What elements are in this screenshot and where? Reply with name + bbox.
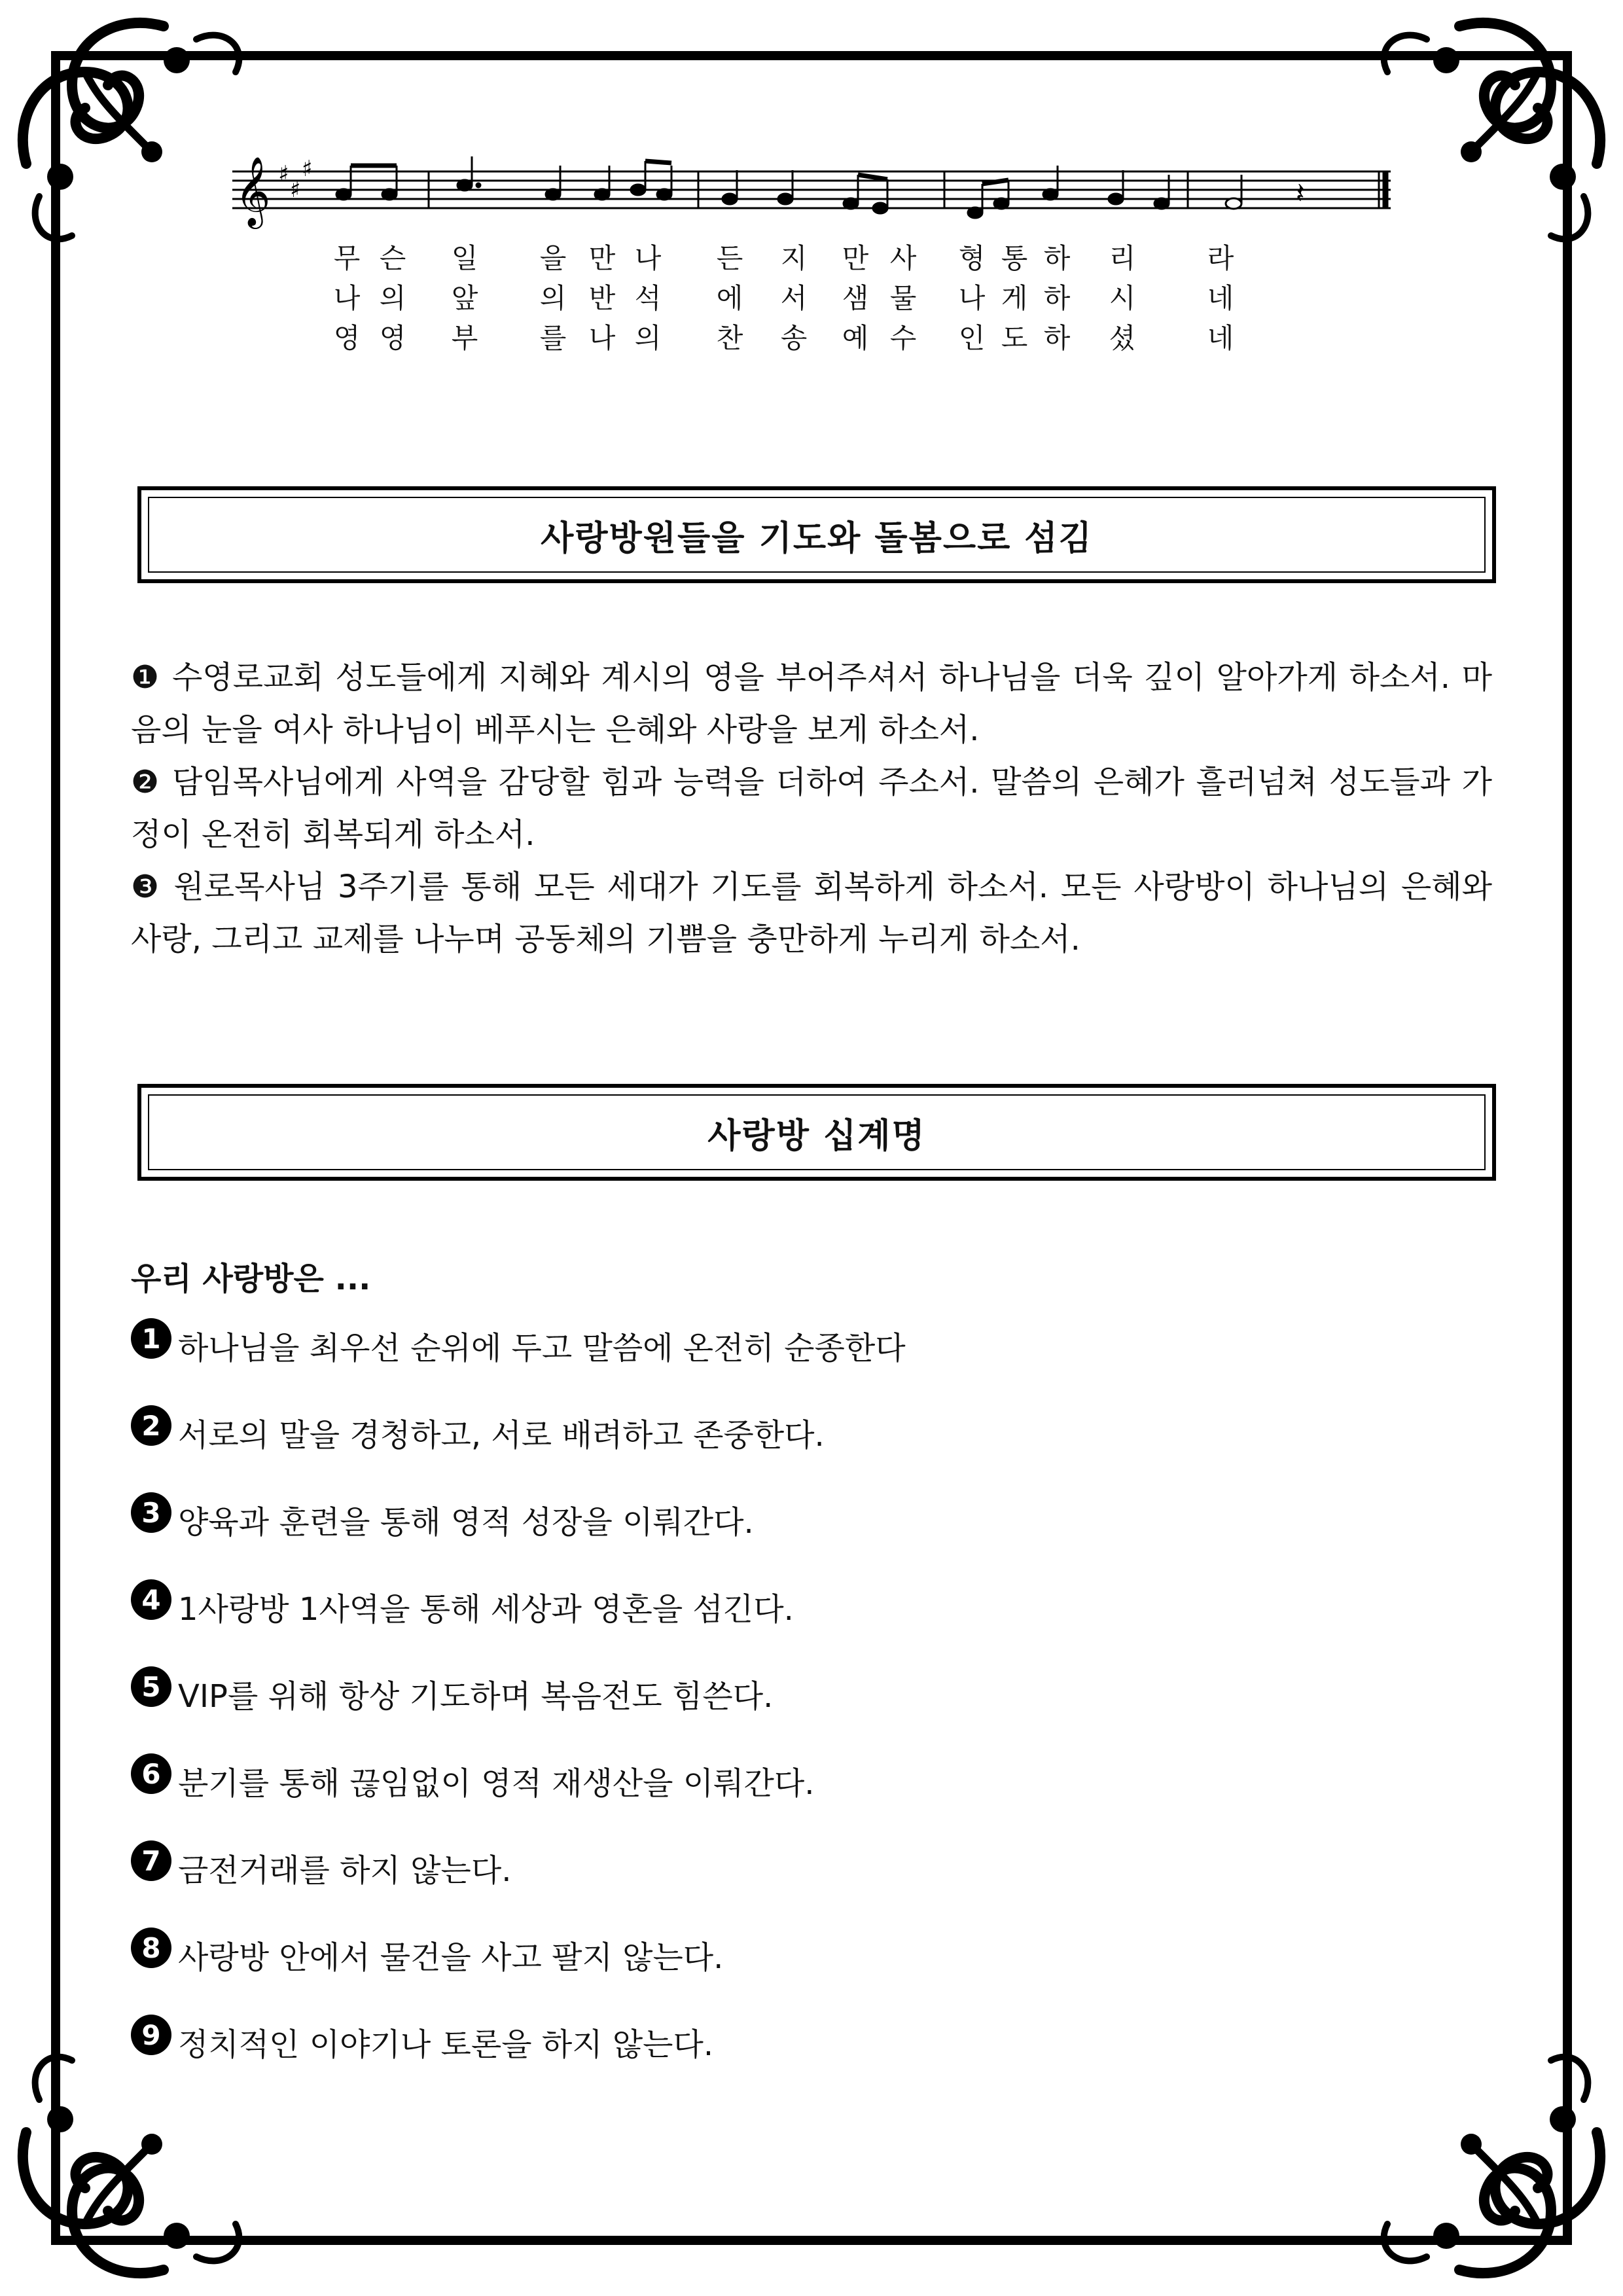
lyric-syllable: 송 [780,322,808,354]
number-badge-icon: 4 [131,1579,171,1620]
lyric-syllable: 석 [634,282,662,314]
creed-item-2 [131,1409,825,1455]
creed-item-7 [131,1844,511,1890]
lyric-syllable: 부 [451,322,478,354]
lyric-syllable: 의 [539,282,567,314]
creed-item-4 [131,1583,794,1629]
creed-item-8 [131,1931,723,1977]
lyric-syllable: 네 [1207,282,1234,314]
lyric-syllable: 에 [716,282,743,314]
creed-item-6 [131,1757,815,1803]
lyric-syllable: 만 [588,242,616,274]
lyric-syllable: 영 [379,322,406,354]
number-badge-icon: 7 [131,1840,171,1881]
lyric-syllable: 통 [1001,242,1028,274]
number-badge-icon: 6 [131,1753,171,1794]
lyric-syllable: 하 [1043,322,1071,354]
lyric-syllable: 하 [1043,282,1071,314]
number-badge-icon: 3 [131,1492,171,1533]
prayer-item-3: ❸ 원로목사님 3주기를 통해 모든 세대가 기도를 회복하게 하소서. 모든 사랑방이 하나님의 은혜와 사랑, 그리고 교제를 나누며 공동체의 기쁨을 충만하게 누리게 하소서. [131,869,1492,958]
creed-item-text: 양육과 훈련을 통해 영적 성장을 이뤄간다. [178,1504,754,1541]
quarter-rest-icon: 𝄽 [1296,177,1305,210]
lyric-syllable: 무 [333,242,361,274]
lyric-syllable: 사 [889,242,917,274]
lyric-syllable: 든 [716,242,743,274]
lyric-syllable: 게 [1001,282,1028,314]
creed-item-1 [131,1322,906,1368]
lyric-syllable: 앞 [451,282,478,314]
music-staff [232,147,1391,232]
creed-item-5 [131,1670,773,1716]
lyric-syllable: 리 [1109,242,1136,274]
svg-text:♯: ♯ [278,161,289,187]
lyric-syllable: 찬 [716,322,743,354]
lyric-syllable: 슨 [379,242,406,274]
lyric-row-3 [232,317,1391,356]
lyric-syllable: 셨 [1109,322,1136,354]
creed-item-text: 서로의 말을 경청하고, 서로 배려하고 존중한다. [178,1417,825,1454]
title-inner-border [148,1094,1486,1170]
creed-item-text: 분기를 통해 끊임없이 영적 재생산을 이뤄간다. [178,1765,815,1802]
lyric-syllable: 반 [588,282,616,314]
creed-intro: 우리 사랑방은 ... [131,1261,371,1297]
lyric-syllable: 하 [1043,242,1071,274]
creed-item-text: 정치적인 이야기나 토론을 하지 않는다. [178,2026,714,2063]
lyric-syllable: 나 [958,282,986,314]
lyric-syllable: 의 [634,322,662,354]
lyric-syllable: 일 [451,242,478,274]
number-badge-icon: 8 [131,1928,171,1968]
lyric-syllable: 인 [958,322,986,354]
lyric-syllable: 물 [889,282,917,314]
prayer-list [131,651,1492,965]
lyric-row-1 [232,237,1391,276]
creed-item-text: 하나님을 최우선 순위에 두고 말씀에 온전히 순종한다 [178,1330,906,1367]
creed-item-9 [131,2018,713,2064]
lyric-syllable: 샘 [842,282,869,314]
lyric-syllable: 를 [539,322,567,354]
title-inner-border [148,497,1486,573]
prayer-section-title-box [137,486,1496,583]
lyric-syllable: 수 [889,322,917,354]
lyric-syllable: 을 [539,242,567,274]
lyric-syllable: 지 [780,242,808,274]
lyric-syllable: 영 [333,322,361,354]
number-badge-icon: 2 [131,1405,171,1446]
creed-item-text: 사랑방 안에서 물건을 사고 팔지 않는다. [178,1939,724,1976]
lyric-syllable: 도 [1001,322,1028,354]
lyric-syllable: 나 [333,282,361,314]
creed-item-3 [131,1496,754,1542]
lyric-syllable: 만 [842,242,869,274]
lyric-syllable: 라 [1207,242,1234,274]
lyric-syllable: 서 [780,282,808,314]
creed-item-text: 금전거래를 하지 않는다. [178,1852,512,1889]
svg-text:♯: ♯ [302,156,313,182]
creed-item-text: VIP를 위해 항상 기도하며 복음전도 힘쓴다. [178,1678,774,1715]
key-signature-sharps [278,156,312,203]
lyric-syllable: 의 [379,282,406,314]
lyric-syllable: 나 [634,242,662,274]
number-badge-icon: 9 [131,2015,171,2055]
number-badge-icon: 1 [131,1318,171,1359]
lyric-syllable: 형 [958,242,986,274]
lyric-row-2 [232,277,1391,316]
prayer-item-1: ❶ 수영로교회 성도들에게 지혜와 계시의 영을 부어주셔서 하나님을 더욱 깊이 알아가게 하소서. 마음의 눈을 여사 하나님이 베푸시는 은혜와 사랑을 보게 하소서. [131,659,1492,748]
creed-item-text: 1사랑방 1사역을 통해 세상과 영혼을 섬긴다. [178,1591,794,1628]
lyric-syllable: 네 [1207,322,1234,354]
prayer-section-title: 사랑방원들을 기도와 돌봄으로 섬김 [541,518,1093,558]
treble-clef-icon: 𝄞 [235,156,271,226]
number-badge-icon: 5 [131,1666,171,1707]
svg-text:♯: ♯ [290,177,301,203]
prayer-item-2: ❷ 담임목사님에게 사역을 감당할 힘과 능력을 더하여 주소서. 말씀의 은혜가 흘러넘쳐 성도들과 가정이 온전히 회복되게 하소서. [131,764,1492,853]
creed-section-title-box [137,1084,1496,1181]
lyric-syllable: 예 [842,322,869,354]
creed-section-title: 사랑방 십계명 [707,1116,926,1156]
lyric-syllable: 시 [1109,282,1136,314]
lyric-syllable: 나 [588,322,616,354]
